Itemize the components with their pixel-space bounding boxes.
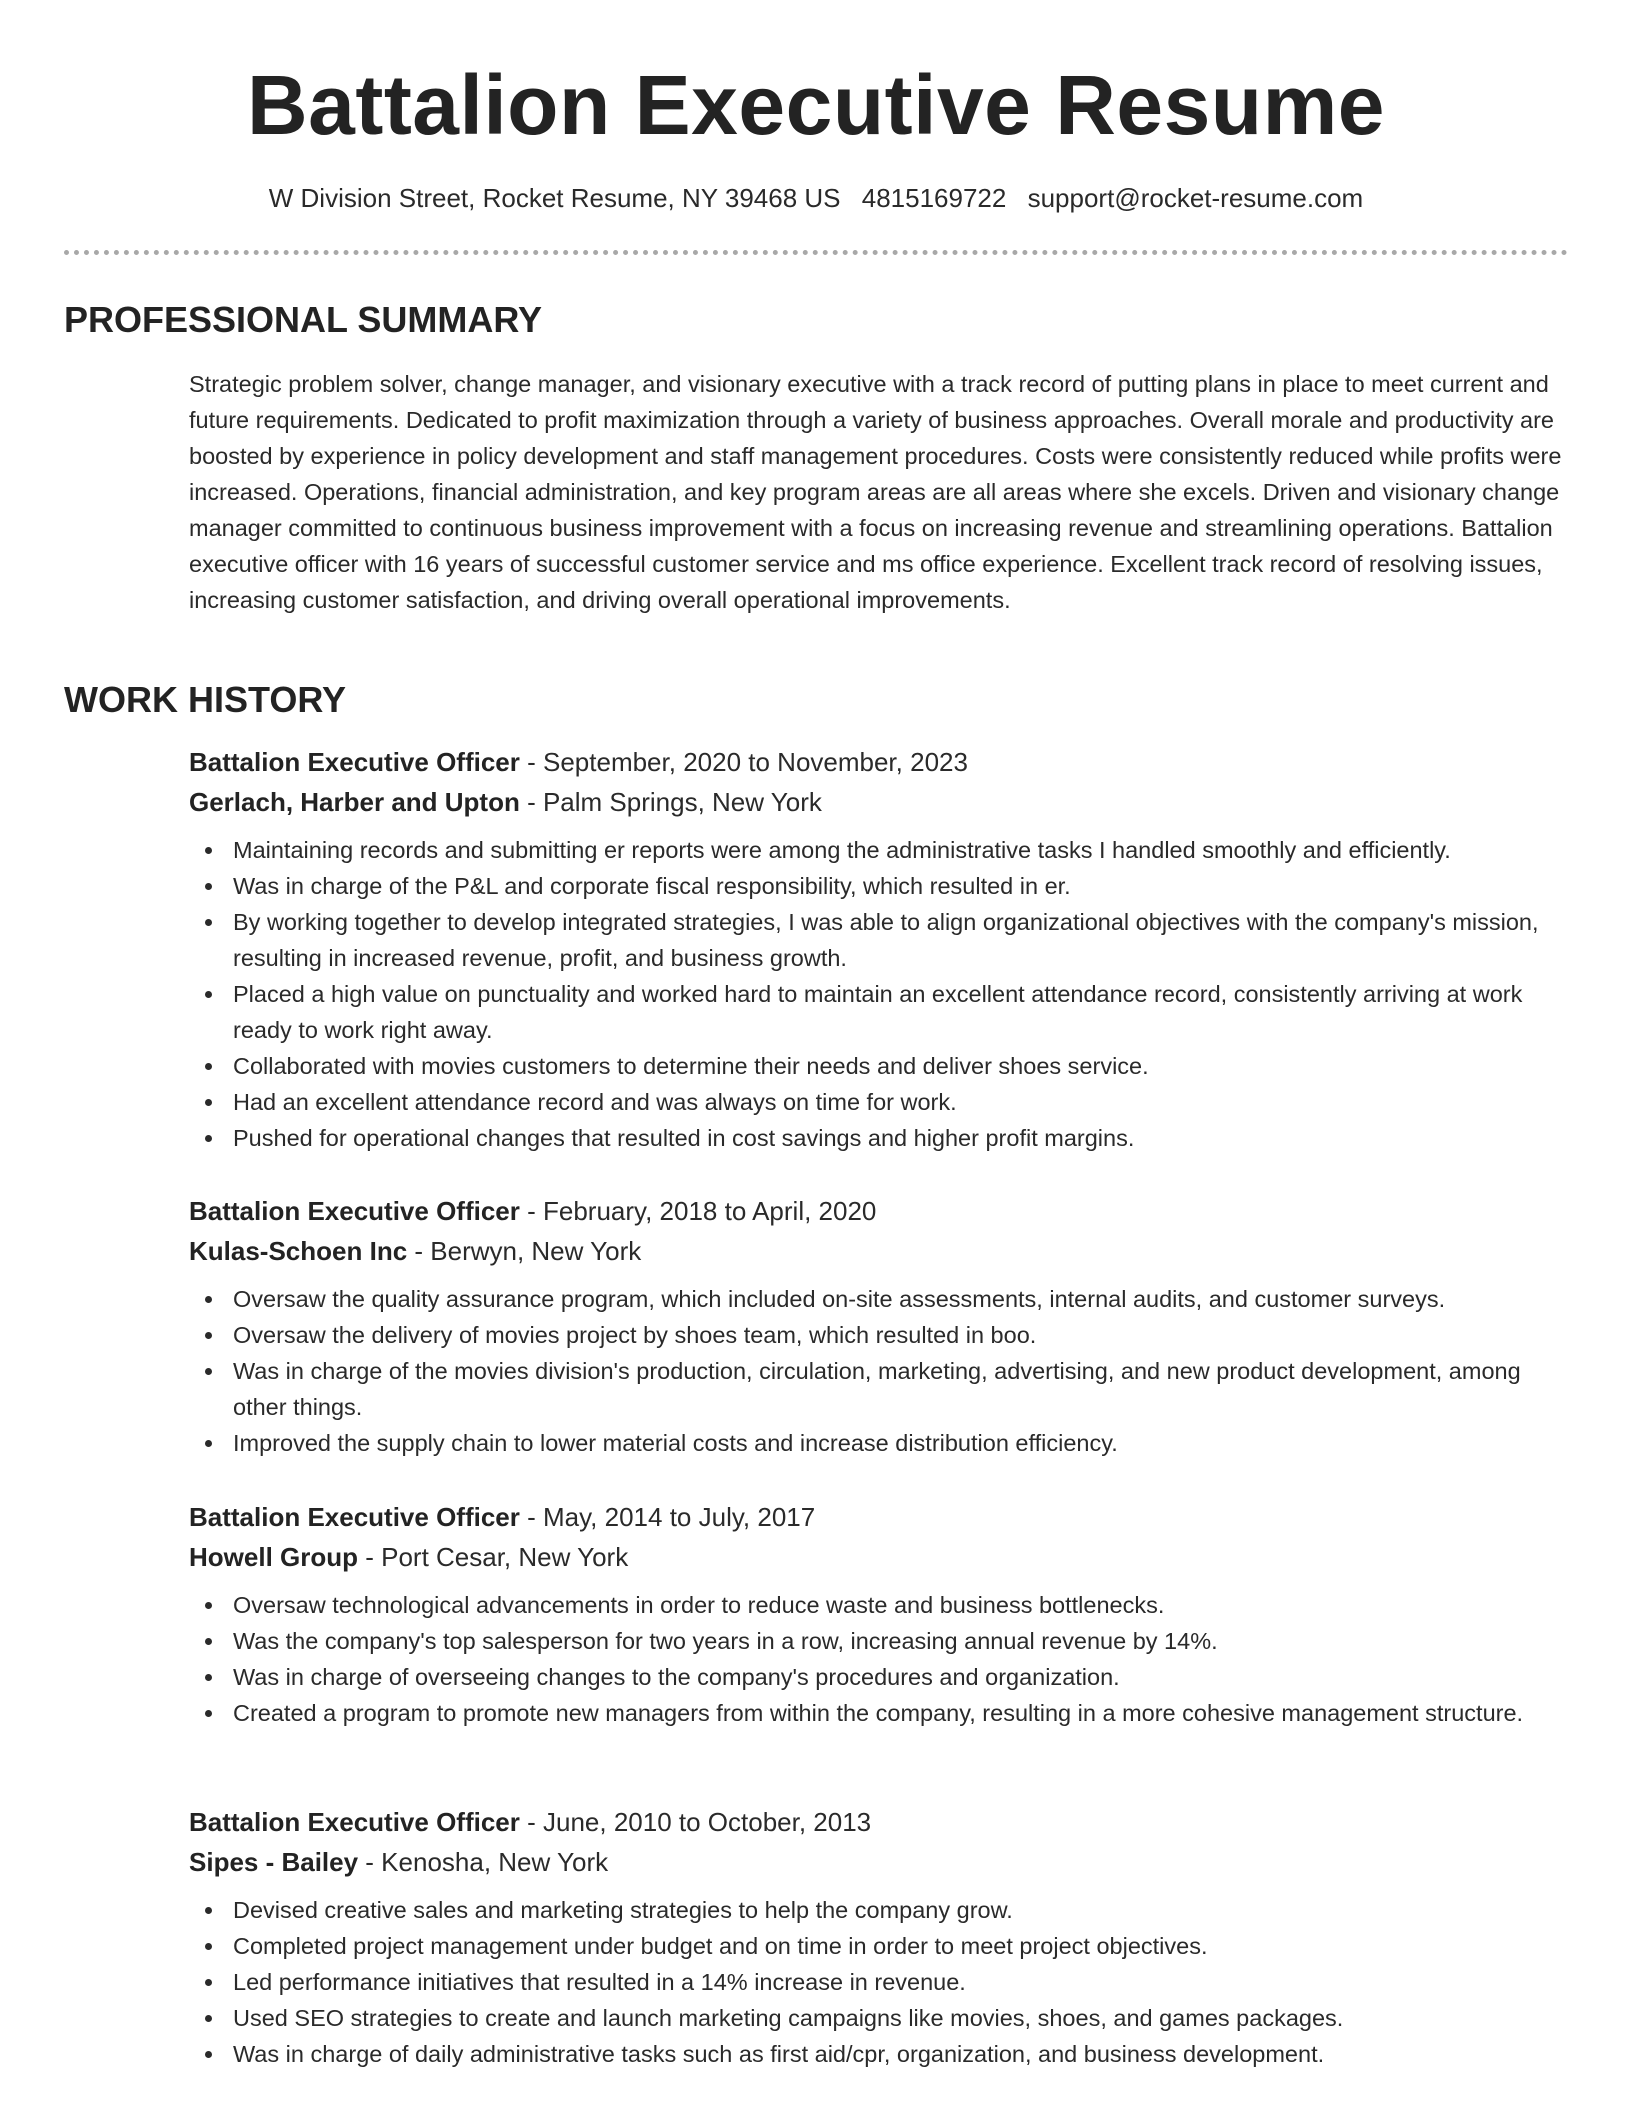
- job-company-line: [189, 1537, 1569, 1577]
- job-bullet: Was in charge of the movies division's production, circulation, marketing, advertising, and new product development, among other things.: [189, 1353, 1569, 1425]
- job-company: Howell Group: [189, 1542, 358, 1572]
- job-bullets: [189, 1587, 1569, 1731]
- job-bullet: Oversaw technological advancements in order to reduce waste and business bottlenecks.: [189, 1587, 1569, 1623]
- job-bullet: Placed a high value on punctuality and worked hard to maintain an excellent attendance record, consistently arriving at work ready to work right away.: [189, 976, 1569, 1048]
- job-bullet: Was in charge of overseeing changes to the company's procedures and organization.: [189, 1659, 1569, 1695]
- job-bullet: Oversaw the quality assurance program, which included on-site assessments, internal audits, and customer surveys.: [189, 1281, 1569, 1317]
- job-bullet: Was in charge of daily administrative tasks such as first aid/cpr, organization, and business development.: [189, 2036, 1569, 2072]
- job-bullets: [189, 832, 1569, 1156]
- job-bullet: Led performance initiatives that resulted in a 14% increase in revenue.: [189, 1964, 1569, 2000]
- job-dates: - February, 2018 to April, 2020: [519, 1196, 877, 1226]
- contact-line: [0, 180, 1632, 216]
- job-company-line: [189, 782, 1569, 822]
- job-role: Battalion Executive Officer: [189, 747, 520, 777]
- resume-title: Battalion Executive Resume: [246, 58, 1386, 152]
- job-role: Battalion Executive Officer: [189, 1196, 520, 1226]
- job-role: Battalion Executive Officer: [189, 1502, 520, 1532]
- job-bullet: Used SEO strategies to create and launch marketing campaigns like movies, shoes, and games packages.: [189, 2000, 1569, 2036]
- job-bullet: Had an excellent attendance record and was always on time for work.: [189, 1084, 1569, 1120]
- job-bullet: Was the company's top salesperson for two years in a row, increasing annual revenue by 14%.: [189, 1623, 1569, 1659]
- header-divider: [64, 250, 1568, 255]
- job-location: - Kenosha, New York: [358, 1847, 609, 1877]
- job-dates: - June, 2010 to October, 2013: [519, 1807, 872, 1837]
- job-entry: [189, 1191, 1569, 1461]
- job-bullet: Created a program to promote new managers from within the company, resulting in a more cohesive management structure.: [189, 1695, 1569, 1731]
- job-company: Sipes - Bailey: [189, 1847, 359, 1877]
- job-bullet: Collaborated with movies customers to determine their needs and deliver shoes service.: [189, 1048, 1569, 1084]
- job-bullet: Oversaw the delivery of movies project by shoes team, which resulted in boo.: [189, 1317, 1569, 1353]
- job-location: - Palm Springs, New York: [519, 787, 822, 817]
- job-title-line: [189, 742, 1569, 782]
- summary-text: Strategic problem solver, change manager, and visionary executive with a track record of putting plans in place to meet current and future requirements. Dedicated to profit maximization through a variety of business approaches. Overall morale and productivity are boosted by experience in policy development and staff management procedures. Costs were consistently reduced while profits were increased. Operations, financial administration, and key program areas are all areas where she excels. Driven and visionary change manager committed to continuous business improvement with a focus on increasing revenue and streamlining operations. Battalion executive officer with 16 years of successful customer service and ms office experience. Excellent track record of resolving issues, increasing customer satisfaction, and driving overall operational improvements.: [189, 371, 1562, 613]
- job-bullet: Maintaining records and submitting er reports were among the administrative tasks I handled smoothly and efficiently.: [189, 832, 1569, 868]
- job-dates: - May, 2014 to July, 2017: [519, 1502, 816, 1532]
- job-location: - Port Cesar, New York: [358, 1542, 629, 1572]
- job-dates: - September, 2020 to November, 2023: [519, 747, 968, 777]
- job-title-line: [189, 1191, 1569, 1231]
- job-company-line: [189, 1842, 1569, 1882]
- job-company-line: [189, 1231, 1569, 1271]
- job-company: Kulas-Schoen Inc: [189, 1236, 408, 1266]
- job-bullet: Was in charge of the P&L and corporate fiscal responsibility, which resulted in er.: [189, 868, 1569, 904]
- job-company: Gerlach, Harber and Upton: [189, 787, 520, 817]
- work-history-heading: WORK HISTORY: [64, 679, 347, 720]
- contact-address: W Division Street, Rocket Resume, NY 39468 US: [268, 183, 841, 213]
- contact-phone: 4815169722: [861, 183, 1007, 213]
- job-title-line: [189, 1802, 1569, 1842]
- job-bullet: By working together to develop integrated strategies, I was able to align organizational objectives with the company's mission, resulting in increased revenue, profit, and business growth.: [189, 904, 1569, 976]
- job-bullets: [189, 1281, 1569, 1461]
- job-bullet: Pushed for operational changes that resulted in cost savings and higher profit margins.: [189, 1120, 1569, 1156]
- contact-email: support@rocket-resume.com: [1027, 183, 1364, 213]
- job-title-line: [189, 1497, 1569, 1537]
- job-bullets: [189, 1892, 1569, 2072]
- job-bullet: Devised creative sales and marketing strategies to help the company grow.: [189, 1892, 1569, 1928]
- job-entry: [189, 1497, 1569, 1731]
- job-entry: [189, 742, 1569, 1156]
- job-bullet: Completed project management under budget and on time in order to meet project objectives.: [189, 1928, 1569, 1964]
- summary-heading: PROFESSIONAL SUMMARY: [64, 299, 543, 340]
- job-bullet: Improved the supply chain to lower material costs and increase distribution efficiency.: [189, 1425, 1569, 1461]
- job-location: - Berwyn, New York: [407, 1236, 642, 1266]
- job-entry: [189, 1802, 1569, 2072]
- job-role: Battalion Executive Officer: [189, 1807, 520, 1837]
